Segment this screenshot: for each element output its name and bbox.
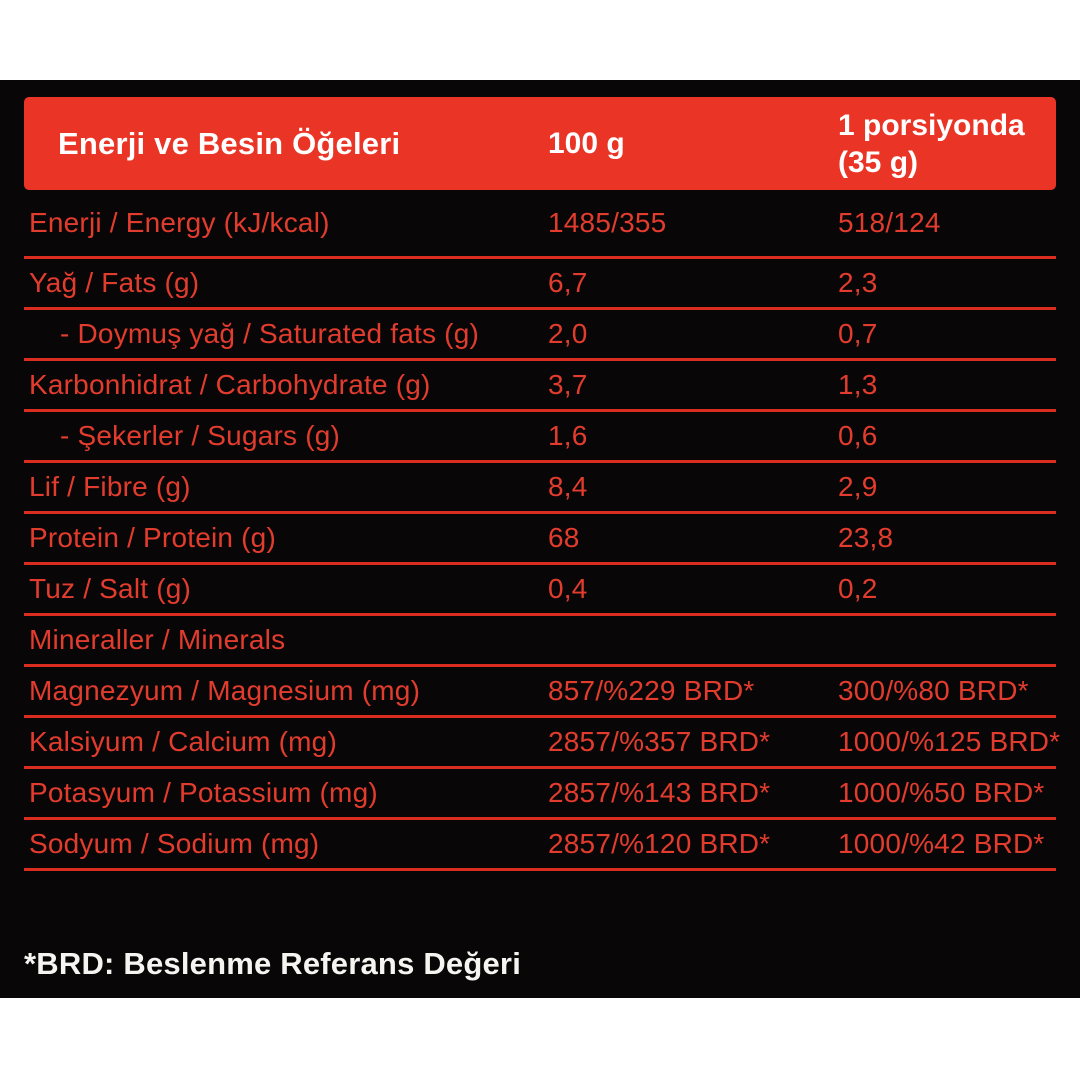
table-row: [24, 310, 1056, 361]
row-value-portion: 2,3: [838, 267, 878, 298]
row-label: Sodyum / Sodium (mg): [29, 828, 320, 859]
table-row: [24, 667, 1056, 718]
row-value-100g: 2857/%120 BRD*: [548, 828, 771, 859]
row-value-portion: 0,7: [838, 318, 878, 349]
row-value-100g: 68: [548, 522, 580, 553]
row-label: Karbonhidrat / Carbohydrate (g): [29, 369, 431, 400]
row-label: Magnezyum / Magnesium (mg): [29, 675, 421, 706]
row-value-portion: 1000/%50 BRD*: [838, 777, 1045, 808]
table-row: [24, 463, 1056, 514]
row-value-portion: 1,3: [838, 369, 878, 400]
table-row: [24, 514, 1056, 565]
row-label: Potasyum / Potassium (mg): [29, 777, 378, 808]
row-label: Tuz / Salt (g): [29, 573, 192, 604]
header-col-portion: [838, 107, 1056, 181]
row-value-100g: 3,7: [548, 369, 588, 400]
nutrition-panel: [0, 80, 1080, 998]
table-row: [24, 718, 1061, 769]
row-value-portion: 2,9: [838, 471, 878, 502]
footnote: *BRD: Beslenme Referans Değeri: [24, 946, 522, 981]
header-portion-line1: 1 porsiyonda: [838, 108, 1025, 142]
row-value-100g: 2,0: [548, 318, 588, 349]
row-label: - Doymuş yağ / Saturated fats (g): [60, 318, 479, 349]
row-value-100g: 2857/%357 BRD*: [548, 726, 771, 757]
row-value-100g: 0,4: [548, 573, 588, 604]
row-label: Enerji / Energy (kJ/kcal): [29, 207, 330, 238]
row-value-100g: 8,4: [548, 471, 588, 502]
table-row: [24, 412, 1056, 463]
row-label: Mineraller / Minerals: [29, 624, 286, 655]
table-header-bar: [24, 97, 1056, 190]
row-value-100g: 1485/355: [548, 207, 667, 238]
nutrition-rows: [24, 190, 1061, 871]
row-value-portion: 518/124: [838, 207, 941, 238]
row-value-portion: 1000/%125 BRD*: [838, 726, 1061, 757]
row-value-portion: 23,8: [838, 522, 894, 553]
row-label: Kalsiyum / Calcium (mg): [29, 726, 337, 757]
row-label: Protein / Protein (g): [29, 522, 276, 553]
row-label: Lif / Fibre (g): [29, 471, 191, 502]
row-label: Yağ / Fats (g): [29, 267, 200, 298]
table-row: [24, 820, 1056, 871]
row-value-portion: 1000/%42 BRD*: [838, 828, 1045, 859]
row-value-100g: 6,7: [548, 267, 588, 298]
row-value-portion: 300/%80 BRD*: [838, 675, 1029, 706]
row-value-100g: 857/%229 BRD*: [548, 675, 755, 706]
table-row: [24, 769, 1056, 820]
table-row: [24, 259, 1056, 310]
table-row: [24, 361, 1056, 412]
row-value-portion: 0,2: [838, 573, 878, 604]
header-col-100g: 100 g: [548, 126, 625, 160]
row-value-100g: 2857/%143 BRD*: [548, 777, 771, 808]
table-row: [24, 565, 1056, 616]
row-value-portion: 0,6: [838, 420, 878, 451]
header-portion-line2: (35 g): [838, 145, 919, 179]
row-label: - Şekerler / Sugars (g): [60, 420, 341, 451]
header-title: Enerji ve Besin Öğeleri: [58, 125, 401, 161]
table-row: [24, 616, 1056, 667]
row-value-100g: 1,6: [548, 420, 588, 451]
table-row: [24, 190, 1056, 259]
